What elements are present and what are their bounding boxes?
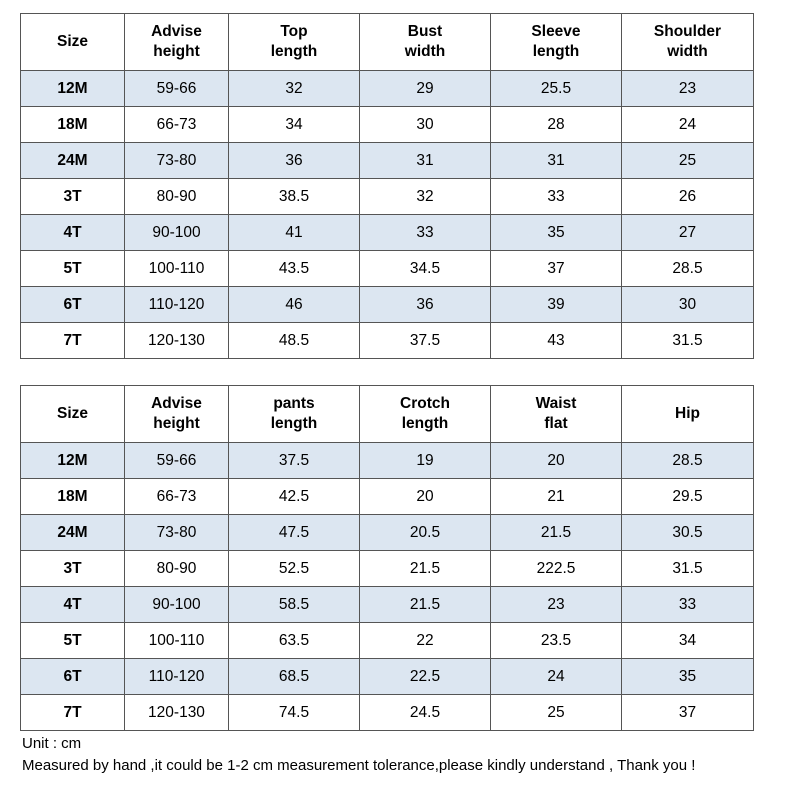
table-cell: 32	[229, 71, 360, 107]
table-row	[21, 107, 754, 143]
table-row	[21, 251, 754, 287]
table-cell: 23.5	[491, 623, 622, 659]
size-cell: 5T	[21, 251, 125, 287]
table-cell: 120-130	[125, 323, 229, 359]
table-cell: 22	[360, 623, 491, 659]
table-cell: 47.5	[229, 515, 360, 551]
table-cell: 26	[622, 179, 754, 215]
size-cell: 24M	[21, 143, 125, 179]
header-advise-height: Advise height	[125, 14, 229, 71]
header-advise-height: Advise height	[125, 386, 229, 443]
size-cell: 18M	[21, 479, 125, 515]
table-cell: 37	[622, 695, 754, 731]
table-cell: 20.5	[360, 515, 491, 551]
table-row	[21, 215, 754, 251]
table-cell: 35	[622, 659, 754, 695]
table-cell: 46	[229, 287, 360, 323]
header-shoulder-width: Shoulder width	[622, 14, 754, 71]
table-row	[21, 479, 754, 515]
size-cell: 4T	[21, 215, 125, 251]
size-cell: 5T	[21, 623, 125, 659]
top-size-table	[20, 13, 754, 359]
table-cell: 63.5	[229, 623, 360, 659]
table-header-row	[21, 386, 754, 443]
table-cell: 59-66	[125, 71, 229, 107]
table-cell: 73-80	[125, 143, 229, 179]
size-cell: 4T	[21, 587, 125, 623]
table-cell: 37.5	[229, 443, 360, 479]
table-row	[21, 179, 754, 215]
table-cell: 38.5	[229, 179, 360, 215]
table-cell: 25	[622, 143, 754, 179]
header-hip: Hip	[622, 386, 754, 443]
table-cell: 28.5	[622, 251, 754, 287]
header-top-length: Top length	[229, 14, 360, 71]
table-cell: 30	[360, 107, 491, 143]
table-row	[21, 71, 754, 107]
table-cell: 25.5	[491, 71, 622, 107]
table-cell: 100-110	[125, 623, 229, 659]
table-cell: 21.5	[491, 515, 622, 551]
table-cell: 39	[491, 287, 622, 323]
table-cell: 59-66	[125, 443, 229, 479]
header-pants-length: pants length	[229, 386, 360, 443]
table-cell: 19	[360, 443, 491, 479]
bottom-size-table	[20, 385, 754, 731]
table-cell: 33	[491, 179, 622, 215]
table-cell: 21.5	[360, 551, 491, 587]
header-size: Size	[21, 14, 125, 71]
table-cell: 37	[491, 251, 622, 287]
header-waist-flat: Waist flat	[491, 386, 622, 443]
table-row	[21, 323, 754, 359]
table-cell: 36	[229, 143, 360, 179]
table-cell: 33	[360, 215, 491, 251]
header-size: Size	[21, 386, 125, 443]
table-row	[21, 443, 754, 479]
table-cell: 32	[360, 179, 491, 215]
table-cell: 31	[360, 143, 491, 179]
table-cell: 80-90	[125, 179, 229, 215]
table-cell: 42.5	[229, 479, 360, 515]
table-cell: 28	[491, 107, 622, 143]
table-row	[21, 143, 754, 179]
table-cell: 22.5	[360, 659, 491, 695]
size-cell: 6T	[21, 287, 125, 323]
size-cell: 12M	[21, 443, 125, 479]
table-row	[21, 287, 754, 323]
table-cell: 120-130	[125, 695, 229, 731]
header-bust-width: Bust width	[360, 14, 491, 71]
table-cell: 90-100	[125, 587, 229, 623]
table-row	[21, 695, 754, 731]
table-cell: 68.5	[229, 659, 360, 695]
table-cell: 31	[491, 143, 622, 179]
table-cell: 34.5	[360, 251, 491, 287]
tolerance-note: Measured by hand ,it could be 1-2 cm measurement tolerance,please kindly understand , Thank you !	[22, 757, 696, 774]
table-cell: 21.5	[360, 587, 491, 623]
table-cell: 24	[622, 107, 754, 143]
table-cell: 20	[491, 443, 622, 479]
size-cell: 7T	[21, 695, 125, 731]
table-cell: 28.5	[622, 443, 754, 479]
table-cell: 41	[229, 215, 360, 251]
size-cell: 3T	[21, 179, 125, 215]
table-cell: 66-73	[125, 107, 229, 143]
table-cell: 48.5	[229, 323, 360, 359]
table-cell: 110-120	[125, 287, 229, 323]
table-cell: 31.5	[622, 551, 754, 587]
table-cell: 24	[491, 659, 622, 695]
table-cell: 66-73	[125, 479, 229, 515]
table-cell: 80-90	[125, 551, 229, 587]
table-cell: 27	[622, 215, 754, 251]
size-cell: 3T	[21, 551, 125, 587]
table-cell: 23	[491, 587, 622, 623]
table-cell: 30	[622, 287, 754, 323]
size-cell: 12M	[21, 71, 125, 107]
size-cell: 24M	[21, 515, 125, 551]
table-row	[21, 515, 754, 551]
table-cell: 100-110	[125, 251, 229, 287]
table-row	[21, 587, 754, 623]
table-cell: 36	[360, 287, 491, 323]
unit-note: Unit : cm	[22, 735, 82, 752]
table-cell: 52.5	[229, 551, 360, 587]
table-row	[21, 551, 754, 587]
table-cell: 110-120	[125, 659, 229, 695]
table-cell: 24.5	[360, 695, 491, 731]
table-cell: 35	[491, 215, 622, 251]
table-header-row	[21, 14, 754, 71]
table-cell: 29.5	[622, 479, 754, 515]
size-cell: 7T	[21, 323, 125, 359]
table-cell: 73-80	[125, 515, 229, 551]
table-cell: 34	[622, 623, 754, 659]
table-cell: 74.5	[229, 695, 360, 731]
table-cell: 31.5	[622, 323, 754, 359]
table-cell: 222.5	[491, 551, 622, 587]
size-cell: 18M	[21, 107, 125, 143]
table-cell: 30.5	[622, 515, 754, 551]
table-cell: 58.5	[229, 587, 360, 623]
header-sleeve-length: Sleeve length	[491, 14, 622, 71]
table-cell: 37.5	[360, 323, 491, 359]
header-crotch-length: Crotch length	[360, 386, 491, 443]
table-cell: 21	[491, 479, 622, 515]
size-cell: 6T	[21, 659, 125, 695]
table-cell: 23	[622, 71, 754, 107]
table-cell: 20	[360, 479, 491, 515]
table-cell: 33	[622, 587, 754, 623]
table-cell: 43	[491, 323, 622, 359]
table-cell: 43.5	[229, 251, 360, 287]
table-cell: 90-100	[125, 215, 229, 251]
table-row	[21, 659, 754, 695]
table-cell: 34	[229, 107, 360, 143]
table-cell: 29	[360, 71, 491, 107]
table-cell: 25	[491, 695, 622, 731]
table-row	[21, 623, 754, 659]
